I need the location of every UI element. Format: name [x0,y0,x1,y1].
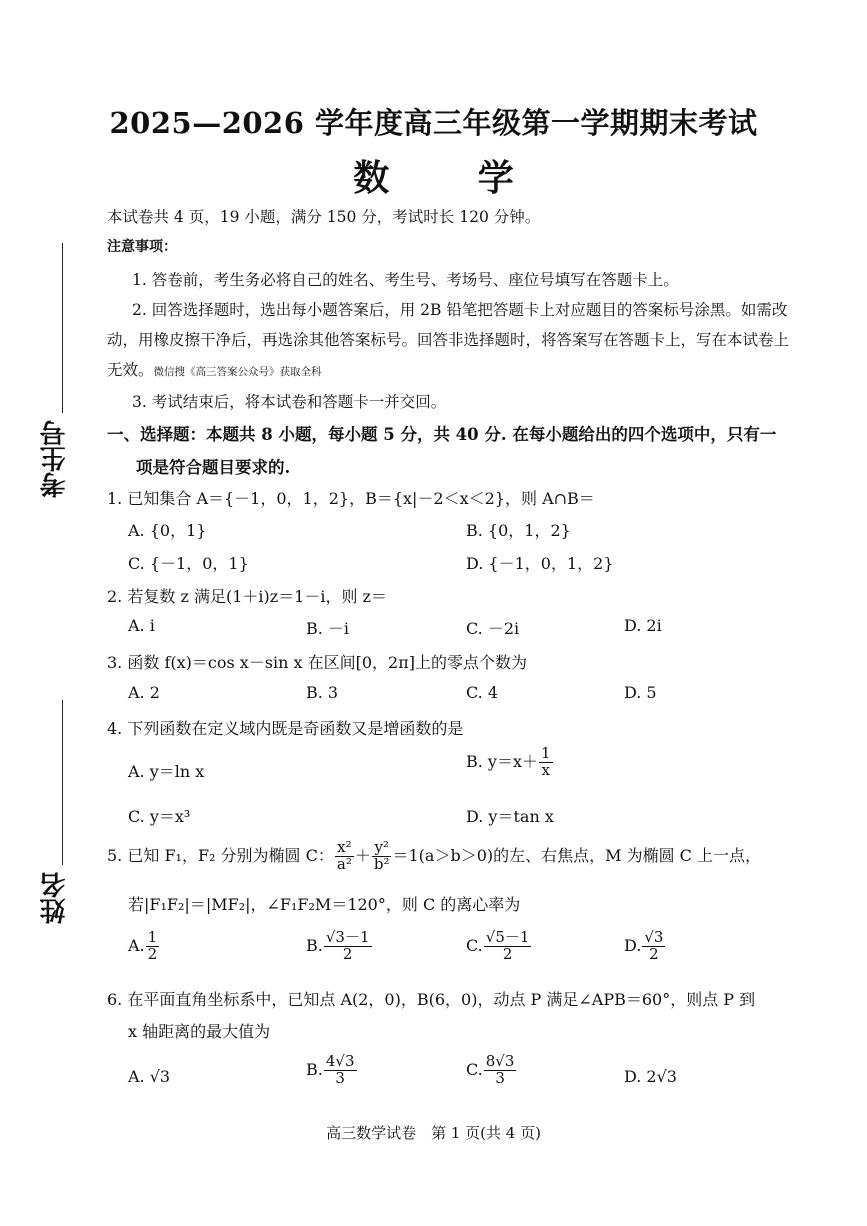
candidate-number-line [62,243,63,413]
section1-line1: 一、选择题：本题共 8 小题，每小题 5 分，共 40 分. 在每小题给出的四个选项中，只有一 [107,425,777,444]
q1-option-d: D. {－1，0，1，2} [466,554,614,573]
q5-option-a [128,930,160,963]
fraction-denominator: 3 [335,1068,345,1087]
q5-stem-line2: 若|F₁F₂|＝|MF₂|，∠F₁F₂M＝120°，则 C 的离心率为 [128,895,521,914]
name-line [62,700,63,865]
q5-option-b [306,930,373,963]
ellipse-x-term [335,840,354,873]
fraction-numerator: 1 [541,744,551,762]
q6-stem-line1: 6. 在平面直角坐标系中，已知点 A(2，0)，B(6，0)，动点 P 满足∠APB＝60°，则点 P 到 [107,990,756,1009]
q6-option-b-fraction [324,1054,357,1087]
q4-option-b-text: B. y＝x＋ [466,751,538,771]
fraction-numerator: x² [337,838,352,856]
fraction-denominator: 2 [649,944,659,963]
fraction-numerator: y² [374,838,389,856]
q1-option-a: A. {0，1} [128,521,207,540]
q5-option-b-fraction [324,930,372,963]
q2-option-d: D. 2i [624,616,662,635]
fraction-denominator: 2 [147,944,158,963]
option-label: A. [128,935,145,955]
fraction-numerator: 8√3 [485,1052,515,1070]
q5-option-d [624,930,666,963]
notice-item-1: 1. 答卷前，考生务必将自己的姓名、考生号、考场号、座位号填写在答题卡上。 [132,271,679,289]
q5-option-c-fraction [484,930,532,963]
q5-stem: 5. 已知 F₁，F₂ 分别为椭圆 C： $\frac{\text{x²}}{\text{a²}}$ ＋ $\frac{\text{y²}}{\text{b²}}$ ＝1(a＞b＞0)的左、右焦点，M 为椭圆 C 上一点， [107,838,762,873]
q3-option-c: C. 4 [466,683,499,702]
option-label: B. [306,1059,323,1079]
name-label: 姓名 [40,872,70,924]
fraction-denominator: x [541,760,550,779]
page-footer: 高三数学试卷 第 1 页(共 4 页) [326,1124,541,1142]
q4-option-d: D. y＝tan x [466,807,554,826]
option-label: C. [466,935,483,955]
q4-stem: 4. 下列函数在定义域内既是奇函数又是增函数的是 [107,719,464,738]
fraction-numerator: 4√3 [325,1052,355,1070]
fraction-numerator: √3 [644,928,664,946]
q5-option-d-fraction [642,930,665,963]
notice-item-2b: 动，用橡皮擦干净后，再选涂其他答案标号。回答非选择题时，将答案写在答题卡上，写在本试卷上 [107,331,790,349]
fraction-numerator: 1 [147,928,158,946]
notice-heading: 注意事项： [107,239,177,255]
fraction-numerator: √3－1 [325,928,370,946]
q2-option-b: B. －i [306,619,350,638]
q6-option-c-fraction [484,1054,517,1087]
fraction-denominator: a² [336,854,352,873]
q3-option-a: A. 2 [128,683,160,702]
q5-option-c [466,930,532,963]
q2-option-a: A. i [128,616,155,635]
q6-option-d: D. 2√3 [624,1067,677,1086]
q1-stem: 1. 已知集合 A＝{－1，0，1，2}，B＝{x|－2＜x＜2}，则 A∩B＝ [107,489,595,508]
exam-info: 本试卷共 4 页，19 小题，满分 150 分，考试时长 120 分钟。 [107,208,541,226]
notice-item-3: 3. 考试结束后，将本试卷和答题卡一并交回。 [132,393,447,411]
fraction-denominator: 2 [342,944,353,963]
q3-option-d: D. 5 [624,683,657,702]
option-label: D. [624,935,642,955]
fraction-denominator: b² [373,854,390,873]
q6-stem-line2: x 轴距离的最大值为 [128,1022,271,1041]
q6-option-b [306,1054,358,1087]
q4-option-c: C. y＝x³ [128,807,191,826]
q1-option-c: C. {－1，0，1} [128,554,249,573]
ellipse-y-term [372,840,392,873]
option-label: B. [306,935,323,955]
q6-option-c [466,1054,517,1087]
exam-subject: 数 学 [353,157,552,199]
fraction-denominator: 2 [502,944,513,963]
q4-option-a: A. y＝ln x [128,762,205,781]
q3-stem: 3. 函数 f(x)＝cos x－sin x 在区间[0，2π]上的零点个数为 [107,653,527,672]
option-label: C. [466,1059,483,1079]
q3-option-b: B. 3 [306,683,339,702]
watermark-text: 微信搜《高三答案公众号》获取全科 [153,366,322,378]
q4-option-b [466,746,554,779]
q4-option-b-fraction [539,746,553,779]
q5-stem-pre: 5. 已知 F₁，F₂ 分别为椭圆 C： [107,845,334,865]
candidate-number-label: 考生号 [40,420,70,498]
section1-line2: 项是符合题目要求的. [136,458,291,477]
q2-option-c: C. －2i [466,619,520,638]
q5-option-a-fraction [146,930,160,963]
exam-title: 2025—2026 学年度高三年级第一学期期末考试 [109,106,758,140]
fraction-denominator: 3 [495,1068,505,1087]
fraction-numerator: √5－1 [485,928,530,946]
q6-option-a: A. √3 [128,1067,171,1086]
notice-item-2c [107,358,322,380]
q2-stem: 2. 若复数 z 满足(1＋i)z＝1－i，则 z＝ [107,587,387,606]
notice-item-2c-text: 无效。 [107,361,154,379]
q1-option-b: B. {0，1，2} [466,521,571,540]
notice-item-2a: 2. 回答选择题时，选出每小题答案后，用 2B 铅笔把答题卡上对应题目的答案标号涂黑。如需改 [132,301,788,319]
q5-stem-post: ＝1(a＞b＞0)的左、右焦点，M 为椭圆 C 上一点， [392,845,762,865]
